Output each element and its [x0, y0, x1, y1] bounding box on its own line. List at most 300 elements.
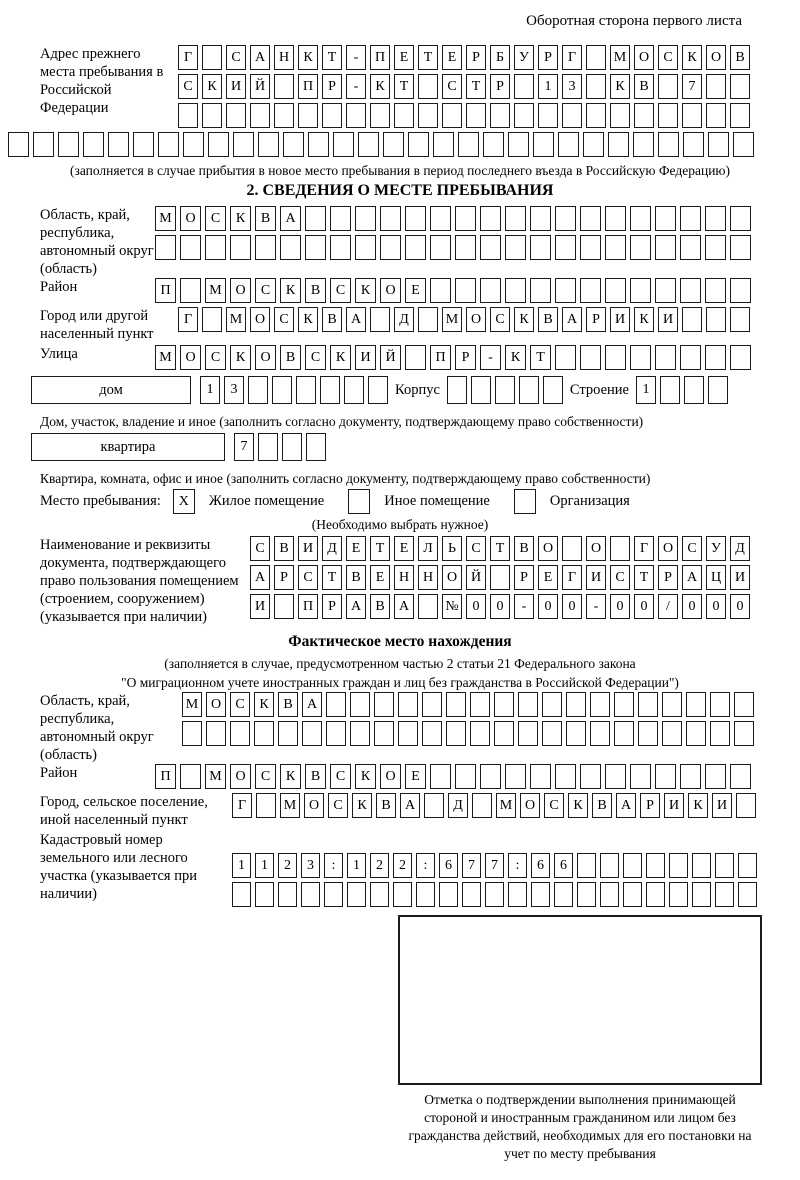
char-box[interactable] — [466, 103, 486, 128]
char-box[interactable] — [682, 103, 702, 128]
char-box[interactable] — [418, 594, 438, 619]
char-box[interactable]: К — [280, 278, 301, 303]
char-box[interactable]: В — [514, 536, 534, 561]
char-box[interactable] — [458, 132, 479, 157]
char-box[interactable] — [705, 345, 726, 370]
char-box[interactable] — [250, 103, 270, 128]
char-box[interactable] — [600, 882, 619, 907]
char-box[interactable]: С — [610, 565, 630, 590]
char-box[interactable] — [655, 345, 676, 370]
char-box[interactable] — [374, 721, 394, 746]
char-box[interactable] — [494, 721, 514, 746]
char-box[interactable]: П — [298, 74, 318, 99]
char-box[interactable] — [485, 882, 504, 907]
char-box[interactable] — [555, 345, 576, 370]
char-box[interactable] — [430, 206, 451, 231]
char-box[interactable] — [530, 278, 551, 303]
char-box[interactable] — [638, 692, 658, 717]
char-box[interactable] — [566, 692, 586, 717]
char-box[interactable] — [706, 74, 726, 99]
char-box[interactable]: К — [610, 74, 630, 99]
char-box[interactable] — [256, 793, 276, 818]
char-box[interactable]: С — [230, 692, 250, 717]
char-box[interactable]: Б — [490, 45, 510, 70]
char-box[interactable] — [416, 882, 435, 907]
char-box[interactable] — [730, 103, 750, 128]
char-box[interactable] — [708, 376, 728, 404]
char-box[interactable] — [370, 307, 390, 332]
char-box[interactable] — [730, 74, 750, 99]
char-box[interactable]: Г — [634, 536, 654, 561]
char-box[interactable]: В — [322, 307, 342, 332]
char-box[interactable]: 7 — [682, 74, 702, 99]
char-box[interactable]: Р — [322, 594, 342, 619]
char-box[interactable]: Н — [394, 565, 414, 590]
char-box[interactable] — [680, 235, 701, 260]
char-box[interactable] — [555, 235, 576, 260]
char-box[interactable] — [418, 74, 438, 99]
char-box[interactable]: 0 — [538, 594, 558, 619]
char-box[interactable] — [508, 132, 529, 157]
char-box[interactable] — [655, 235, 676, 260]
char-box[interactable]: 2 — [393, 853, 412, 878]
char-box[interactable]: - — [514, 594, 534, 619]
char-box[interactable] — [658, 103, 678, 128]
char-box[interactable]: А — [346, 594, 366, 619]
char-box[interactable] — [308, 132, 329, 157]
char-box[interactable] — [605, 235, 626, 260]
char-box[interactable]: П — [298, 594, 318, 619]
char-box[interactable] — [580, 235, 601, 260]
char-box[interactable]: С — [255, 278, 276, 303]
char-box[interactable] — [566, 721, 586, 746]
char-box[interactable]: С — [466, 536, 486, 561]
char-box[interactable]: О — [255, 345, 276, 370]
char-box[interactable]: О — [538, 536, 558, 561]
char-box[interactable]: К — [202, 74, 222, 99]
char-box[interactable]: М — [205, 278, 226, 303]
char-box[interactable] — [738, 882, 757, 907]
char-box[interactable]: Т — [634, 565, 654, 590]
char-box[interactable] — [715, 882, 734, 907]
char-box[interactable]: Т — [418, 45, 438, 70]
char-box[interactable]: С — [178, 74, 198, 99]
char-box[interactable] — [232, 882, 251, 907]
char-box[interactable]: М — [182, 692, 202, 717]
char-box[interactable] — [655, 278, 676, 303]
char-box[interactable]: - — [586, 594, 606, 619]
char-box[interactable]: К — [514, 307, 534, 332]
char-box[interactable]: А — [250, 565, 270, 590]
char-box[interactable] — [738, 853, 757, 878]
char-box[interactable] — [530, 764, 551, 789]
char-box[interactable]: О — [304, 793, 324, 818]
char-box[interactable] — [605, 345, 626, 370]
char-box[interactable] — [344, 376, 364, 404]
char-box[interactable] — [278, 882, 297, 907]
char-box[interactable] — [630, 206, 651, 231]
char-box[interactable] — [322, 103, 342, 128]
char-box[interactable] — [326, 692, 346, 717]
char-box[interactable] — [577, 882, 596, 907]
char-box[interactable] — [542, 692, 562, 717]
char-box[interactable] — [630, 345, 651, 370]
char-box[interactable]: О — [180, 345, 201, 370]
char-box[interactable]: Р — [538, 45, 558, 70]
char-box[interactable]: Н — [274, 45, 294, 70]
char-box[interactable] — [296, 376, 316, 404]
char-box[interactable]: Г — [562, 565, 582, 590]
char-box[interactable]: Р — [586, 307, 606, 332]
char-box[interactable]: А — [562, 307, 582, 332]
char-box[interactable] — [680, 278, 701, 303]
char-box[interactable]: - — [346, 74, 366, 99]
char-box[interactable]: Р — [514, 565, 534, 590]
char-box[interactable] — [248, 376, 268, 404]
char-box[interactable] — [533, 132, 554, 157]
char-box[interactable] — [683, 132, 704, 157]
char-box[interactable]: 0 — [490, 594, 510, 619]
char-box[interactable]: К — [330, 345, 351, 370]
char-box[interactable]: Р — [466, 45, 486, 70]
char-box[interactable]: М — [442, 307, 462, 332]
char-box[interactable]: У — [706, 536, 726, 561]
char-box[interactable] — [274, 74, 294, 99]
char-box[interactable]: Й — [466, 565, 486, 590]
char-box[interactable]: В — [305, 278, 326, 303]
char-box[interactable]: И — [610, 307, 630, 332]
char-box[interactable] — [208, 132, 229, 157]
char-box[interactable] — [278, 721, 298, 746]
char-box[interactable] — [283, 132, 304, 157]
char-box[interactable] — [630, 235, 651, 260]
char-box[interactable]: М — [155, 345, 176, 370]
char-box[interactable] — [480, 278, 501, 303]
char-box[interactable]: А — [616, 793, 636, 818]
char-box[interactable] — [660, 376, 680, 404]
char-box[interactable]: П — [155, 278, 176, 303]
char-box[interactable] — [605, 206, 626, 231]
char-box[interactable]: И — [664, 793, 684, 818]
char-box[interactable]: Т — [370, 536, 390, 561]
char-box[interactable] — [324, 882, 343, 907]
char-box[interactable]: К — [682, 45, 702, 70]
char-box[interactable]: О — [658, 536, 678, 561]
char-box[interactable]: / — [658, 594, 678, 619]
char-box[interactable]: Р — [658, 565, 678, 590]
char-box[interactable] — [580, 345, 601, 370]
char-box[interactable] — [408, 132, 429, 157]
char-box[interactable]: М — [610, 45, 630, 70]
char-box[interactable]: Д — [322, 536, 342, 561]
char-box[interactable] — [580, 206, 601, 231]
char-box[interactable] — [202, 45, 222, 70]
char-box[interactable]: И — [355, 345, 376, 370]
char-box[interactable]: С — [328, 793, 348, 818]
char-box[interactable]: О — [206, 692, 226, 717]
char-box[interactable]: К — [505, 345, 526, 370]
char-box[interactable]: В — [730, 45, 750, 70]
char-box[interactable] — [180, 764, 201, 789]
char-box[interactable]: О — [180, 206, 201, 231]
char-box[interactable] — [730, 345, 751, 370]
char-box[interactable] — [662, 692, 682, 717]
char-box[interactable]: Е — [370, 565, 390, 590]
char-box[interactable] — [470, 692, 490, 717]
char-box[interactable]: 1 — [347, 853, 366, 878]
char-box[interactable] — [705, 278, 726, 303]
char-box[interactable]: О — [634, 45, 654, 70]
char-box[interactable]: С — [298, 565, 318, 590]
char-box[interactable] — [682, 307, 702, 332]
char-box[interactable] — [393, 882, 412, 907]
char-box[interactable] — [347, 882, 366, 907]
char-box[interactable] — [505, 206, 526, 231]
char-box[interactable] — [422, 692, 442, 717]
char-box[interactable]: И — [226, 74, 246, 99]
char-box[interactable] — [480, 206, 501, 231]
char-box[interactable] — [577, 853, 596, 878]
char-box[interactable] — [518, 721, 538, 746]
char-box[interactable] — [706, 103, 726, 128]
char-box[interactable]: Е — [394, 536, 414, 561]
char-box[interactable] — [133, 132, 154, 157]
char-box[interactable] — [370, 882, 389, 907]
char-box[interactable] — [610, 103, 630, 128]
char-box[interactable]: В — [346, 565, 366, 590]
char-box[interactable]: М — [280, 793, 300, 818]
char-box[interactable] — [202, 307, 222, 332]
char-box[interactable] — [333, 132, 354, 157]
char-box[interactable] — [590, 692, 610, 717]
char-box[interactable]: 0 — [466, 594, 486, 619]
char-box[interactable] — [155, 235, 176, 260]
char-box[interactable]: Е — [405, 764, 426, 789]
char-box[interactable] — [669, 853, 688, 878]
char-box[interactable]: 3 — [224, 376, 244, 404]
char-box[interactable] — [182, 721, 202, 746]
char-box[interactable]: 1 — [636, 376, 656, 404]
char-box[interactable]: К — [634, 307, 654, 332]
char-box[interactable] — [255, 235, 276, 260]
char-box[interactable]: : — [324, 853, 343, 878]
char-box[interactable]: С — [226, 45, 246, 70]
char-box[interactable] — [380, 206, 401, 231]
char-box[interactable]: 0 — [682, 594, 702, 619]
char-box[interactable] — [734, 692, 754, 717]
char-box[interactable]: С — [682, 536, 702, 561]
char-box[interactable] — [692, 882, 711, 907]
char-box[interactable]: С — [305, 345, 326, 370]
char-box[interactable] — [330, 235, 351, 260]
char-box[interactable] — [158, 132, 179, 157]
char-box[interactable] — [471, 376, 491, 404]
char-box[interactable]: М — [496, 793, 516, 818]
char-box[interactable]: Р — [455, 345, 476, 370]
char-box[interactable] — [630, 764, 651, 789]
char-box[interactable]: И — [586, 565, 606, 590]
char-box[interactable] — [555, 764, 576, 789]
char-box[interactable] — [655, 764, 676, 789]
char-box[interactable] — [623, 853, 642, 878]
char-box[interactable] — [462, 882, 481, 907]
char-box[interactable]: О — [380, 278, 401, 303]
char-box[interactable]: - — [480, 345, 501, 370]
char-box[interactable] — [383, 132, 404, 157]
char-box[interactable]: 6 — [554, 853, 573, 878]
char-box[interactable] — [543, 376, 563, 404]
char-box[interactable]: С — [274, 307, 294, 332]
char-box[interactable] — [658, 74, 678, 99]
char-box[interactable]: И — [730, 565, 750, 590]
char-box[interactable] — [326, 721, 346, 746]
char-box[interactable] — [605, 278, 626, 303]
char-box[interactable] — [710, 692, 730, 717]
char-box[interactable]: А — [346, 307, 366, 332]
char-box[interactable]: 0 — [730, 594, 750, 619]
char-box[interactable] — [405, 235, 426, 260]
char-box[interactable] — [708, 132, 729, 157]
char-box[interactable] — [608, 132, 629, 157]
char-box[interactable] — [505, 278, 526, 303]
char-box[interactable] — [555, 278, 576, 303]
char-box[interactable] — [380, 235, 401, 260]
char-box[interactable] — [470, 721, 490, 746]
char-box[interactable] — [83, 132, 104, 157]
char-box[interactable] — [662, 721, 682, 746]
char-box[interactable]: О — [466, 307, 486, 332]
char-box[interactable] — [519, 376, 539, 404]
char-box[interactable]: У — [514, 45, 534, 70]
char-box[interactable]: С — [658, 45, 678, 70]
char-box[interactable] — [272, 376, 292, 404]
char-box[interactable] — [605, 764, 626, 789]
char-box[interactable]: Т — [530, 345, 551, 370]
char-box[interactable] — [705, 206, 726, 231]
char-box[interactable] — [684, 376, 704, 404]
char-box[interactable] — [734, 721, 754, 746]
char-box[interactable] — [730, 235, 751, 260]
char-box[interactable] — [658, 132, 679, 157]
char-box[interactable]: О — [586, 536, 606, 561]
char-box[interactable] — [730, 764, 751, 789]
char-box[interactable]: В — [278, 692, 298, 717]
char-box[interactable]: А — [682, 565, 702, 590]
char-box[interactable]: Ь — [442, 536, 462, 561]
char-box[interactable] — [418, 307, 438, 332]
char-box[interactable] — [680, 206, 701, 231]
char-box[interactable] — [538, 103, 558, 128]
char-box[interactable] — [58, 132, 79, 157]
char-box[interactable] — [230, 721, 250, 746]
char-box[interactable]: К — [280, 764, 301, 789]
char-box[interactable] — [274, 594, 294, 619]
char-box[interactable]: 7 — [485, 853, 504, 878]
char-box[interactable] — [715, 853, 734, 878]
char-box[interactable] — [446, 721, 466, 746]
char-box[interactable]: 3 — [562, 74, 582, 99]
char-box[interactable]: В — [370, 594, 390, 619]
char-box[interactable] — [580, 764, 601, 789]
char-box[interactable]: П — [370, 45, 390, 70]
char-box[interactable]: О — [230, 278, 251, 303]
char-box[interactable]: 7 — [234, 433, 254, 461]
char-box[interactable] — [480, 235, 501, 260]
char-box[interactable] — [686, 721, 706, 746]
char-box[interactable]: Г — [178, 307, 198, 332]
char-box[interactable] — [530, 206, 551, 231]
char-box[interactable] — [705, 764, 726, 789]
char-box[interactable]: Т — [490, 536, 510, 561]
char-box[interactable]: 3 — [301, 853, 320, 878]
char-box[interactable]: Е — [538, 565, 558, 590]
char-box[interactable] — [518, 692, 538, 717]
char-box[interactable] — [180, 278, 201, 303]
char-box[interactable] — [398, 721, 418, 746]
char-box[interactable] — [655, 206, 676, 231]
char-box[interactable] — [33, 132, 54, 157]
char-box[interactable] — [274, 103, 294, 128]
char-box[interactable] — [305, 235, 326, 260]
char-box[interactable] — [600, 853, 619, 878]
char-box[interactable] — [686, 692, 706, 717]
char-box[interactable]: В — [538, 307, 558, 332]
char-box[interactable]: П — [430, 345, 451, 370]
char-box[interactable] — [583, 132, 604, 157]
char-box[interactable] — [394, 103, 414, 128]
char-box[interactable]: А — [250, 45, 270, 70]
char-box[interactable] — [226, 103, 246, 128]
char-box[interactable] — [254, 721, 274, 746]
char-box[interactable]: Л — [418, 536, 438, 561]
char-box[interactable] — [692, 853, 711, 878]
char-box[interactable] — [455, 206, 476, 231]
char-box[interactable] — [730, 307, 750, 332]
char-box[interactable] — [480, 764, 501, 789]
char-box[interactable]: Й — [380, 345, 401, 370]
char-box[interactable]: - — [346, 45, 366, 70]
char-box[interactable]: О — [230, 764, 251, 789]
char-box[interactable]: К — [370, 74, 390, 99]
char-box[interactable] — [590, 721, 610, 746]
char-box[interactable]: Т — [394, 74, 414, 99]
char-box[interactable] — [455, 235, 476, 260]
char-box[interactable]: В — [274, 536, 294, 561]
char-box[interactable]: К — [230, 206, 251, 231]
char-box[interactable]: 0 — [610, 594, 630, 619]
char-box[interactable] — [8, 132, 29, 157]
char-box[interactable]: И — [712, 793, 732, 818]
char-box[interactable] — [680, 764, 701, 789]
char-box[interactable] — [439, 882, 458, 907]
char-box[interactable]: И — [250, 594, 270, 619]
char-box[interactable] — [398, 692, 418, 717]
char-box[interactable] — [530, 235, 551, 260]
char-box[interactable]: Г — [178, 45, 198, 70]
char-box[interactable] — [108, 132, 129, 157]
char-box[interactable] — [202, 103, 222, 128]
char-box[interactable] — [180, 235, 201, 260]
char-box[interactable]: О — [250, 307, 270, 332]
char-box[interactable] — [446, 692, 466, 717]
char-box[interactable] — [306, 433, 326, 461]
char-box[interactable]: С — [250, 536, 270, 561]
char-box[interactable] — [555, 206, 576, 231]
char-box[interactable] — [586, 74, 606, 99]
char-box[interactable] — [355, 235, 376, 260]
char-box[interactable]: : — [416, 853, 435, 878]
char-box[interactable] — [368, 376, 388, 404]
